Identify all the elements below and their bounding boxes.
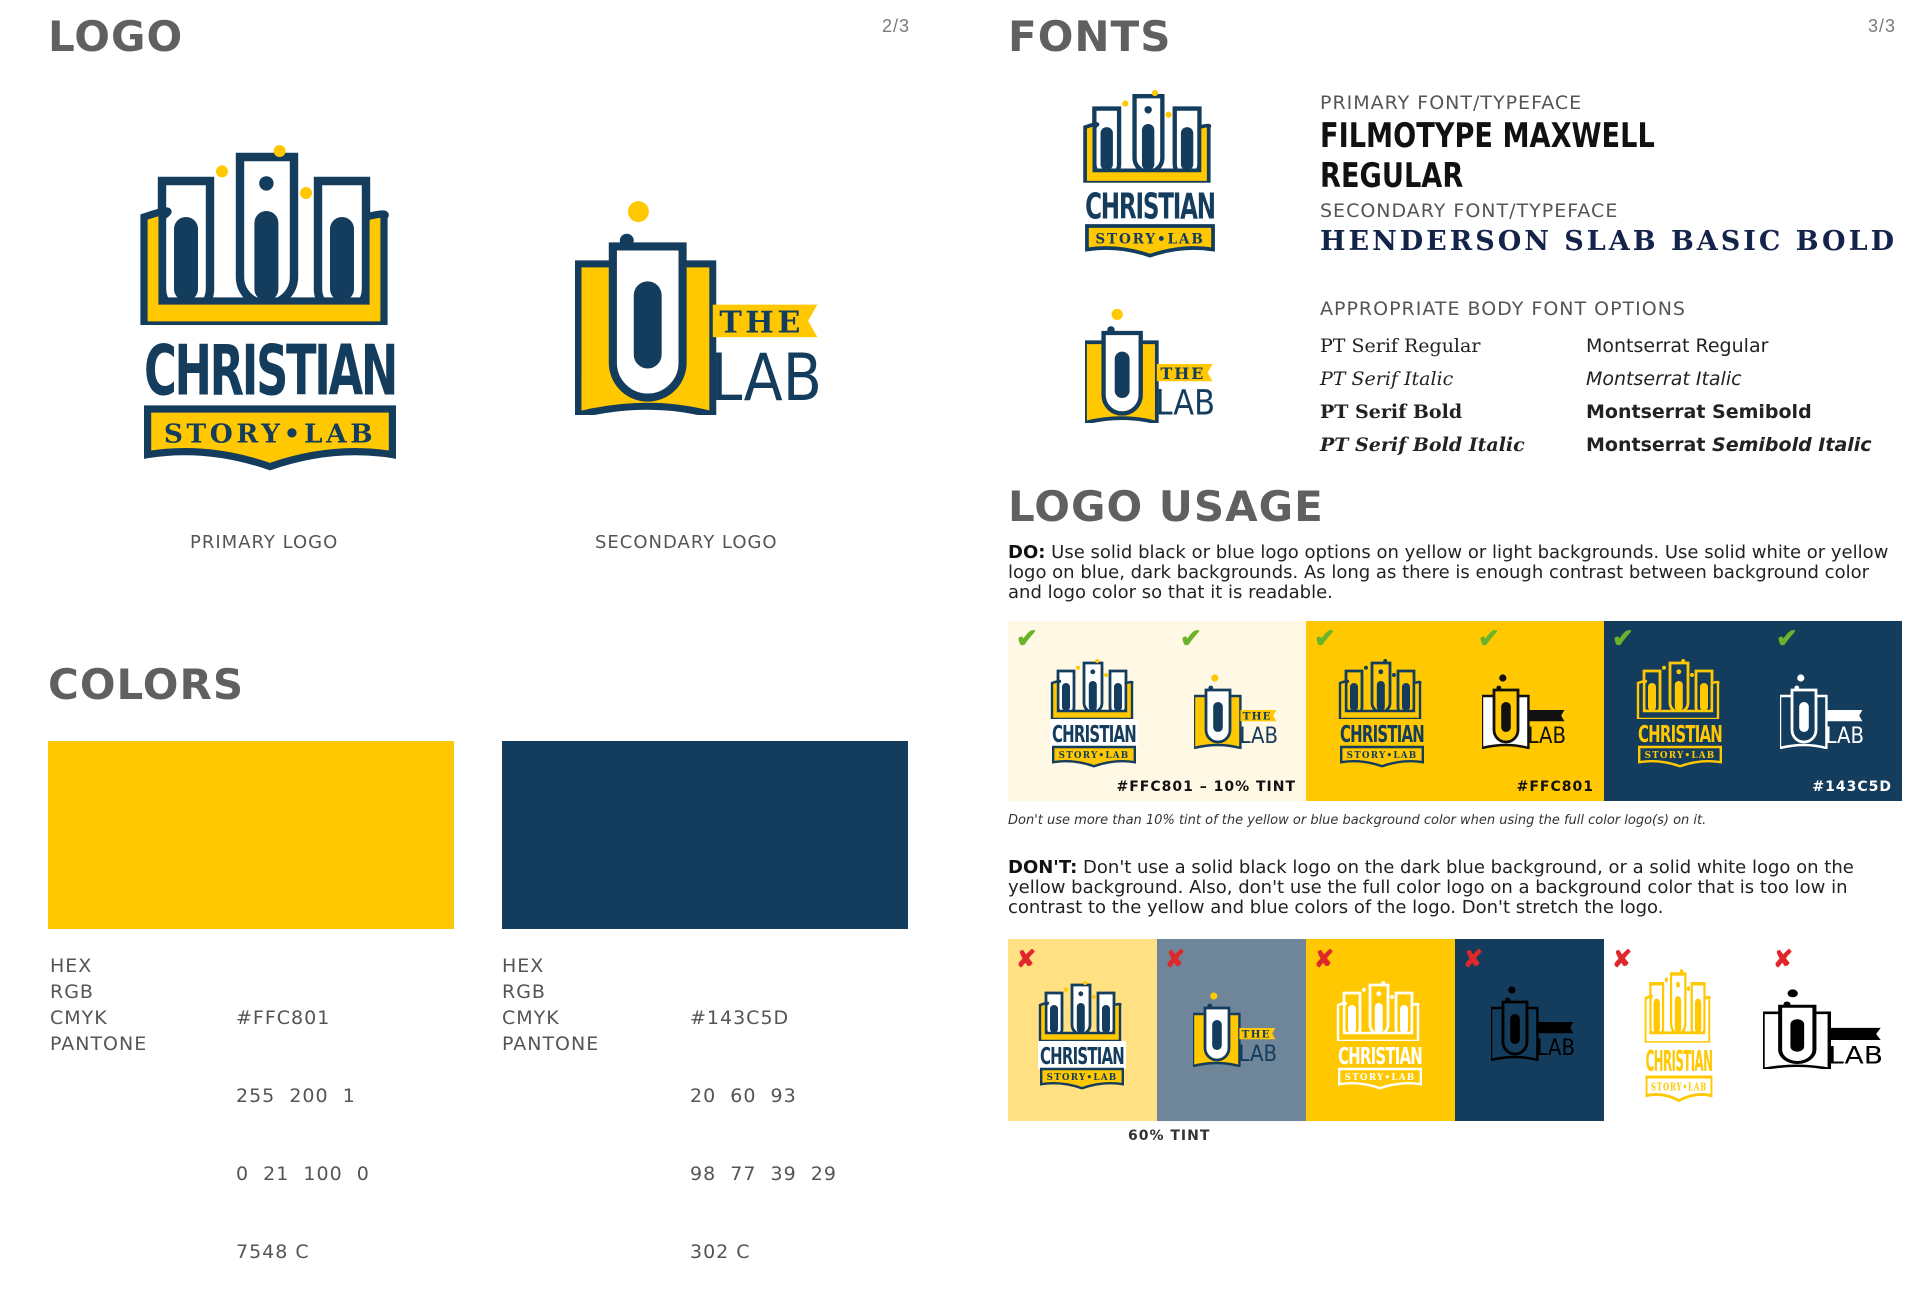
do-paragraph: DO: Use solid black or blue logo options on yellow or light backgrounds. Use solid white or yellow logo on blue, dark backgrounds. As long as there is enough contrast between background color and logo color so that it is readable. [1008,542,1889,603]
serif-bold-italic: PT Serif Bold Italic [1320,434,1525,456]
sans-regular: Montserrat Regular [1586,335,1769,357]
tile-label: #FFC801 – 10% TINT [1116,779,1296,795]
page-number-right: 3/3 [1868,16,1897,36]
check-icon: ✔ [1776,623,1798,653]
sans-semibold-italic: Montserrat Semibold Italic [1586,434,1872,456]
check-icon: ✔ [1314,623,1336,653]
dont-paragraph: DON'T: Don't use a solid black logo on the dark blue background, or a solid white logo on the yellow background. Also, don't use the full color logo on a background color that is too low in contrast to the yellow and blue colors of the logo. Don't stretch the logo. [1008,857,1854,918]
logo-heading: LOGO [48,12,184,61]
dont-tile-grey-blue [1157,939,1306,1121]
dont-tile-stretched-primary [1604,939,1753,1121]
cross-icon: ✘ [1612,946,1633,973]
primary-logo-caption: PRIMARY LOGO [190,532,339,553]
primary-logo-mini [1046,659,1142,769]
colors-heading: COLORS [48,660,245,709]
yellow-spec-labels: HEX RGB CMYK PANTONE [50,955,148,1055]
tile-label: #FFC801 [1516,779,1594,795]
blue-swatch [502,741,908,929]
secondary-logo-black [1491,985,1575,1061]
primary-font-label: PRIMARY FONT/TYPEFACE [1320,92,1583,114]
check-icon: ✔ [1612,623,1634,653]
secondary-logo-mini [1194,673,1278,749]
check-icon: ✔ [1478,623,1500,653]
primary-logo-yellow [1632,659,1728,769]
page-number-left: 2/3 [882,16,911,36]
do-tile-yellow [1306,621,1604,801]
cross-icon: ✘ [1165,946,1186,973]
sans-italic: Montserrat Italic [1586,368,1742,390]
secondary-font-label: SECONDARY FONT/TYPEFACE [1320,200,1619,222]
primary-font-sample: FILMOTYPE MAXWELL REGULAR [1320,116,1655,196]
yellow-spec-values: #FFC801 255 200 1 0 21 100 0 7548 C [236,1007,370,1263]
primary-logo-mini [1034,981,1130,1091]
fonts-heading: FONTS [1008,12,1172,61]
dont-tile-blue-black-logo [1455,939,1604,1121]
dont-tile-stretched-secondary [1753,939,1902,1121]
check-icon: ✔ [1016,623,1038,653]
do-note: Don't use more than 10% tint of the yellow or blue background color when using the full color logo(s) on it. [1008,813,1707,828]
blue-spec-values: #143C5D 20 60 93 98 77 39 29 302 C [690,1007,837,1263]
tile-label: #143C5D [1812,779,1892,795]
body-font-label: APPROPRIATE BODY FONT OPTIONS [1320,298,1686,320]
secondary-logo [575,200,825,415]
cross-icon: ✘ [1314,946,1335,973]
serif-regular: PT Serif Regular [1320,335,1481,357]
cross-icon: ✘ [1773,946,1794,973]
secondary-logo-black [1482,673,1566,749]
primary-logo [130,145,410,475]
primary-logo-stretched [1644,969,1714,1104]
do-tile-tint [1008,621,1306,801]
blue-spec-labels: HEX RGB CMYK PANTONE [502,955,600,1055]
secondary-logo-small [1085,308,1215,423]
primary-logo-blue [1334,659,1430,769]
cross-icon: ✘ [1016,946,1037,973]
serif-bold: PT Serif Bold [1320,401,1463,423]
secondary-logo-caption: SECONDARY LOGO [595,532,778,553]
logo-usage-heading: LOGO USAGE [1008,482,1324,531]
yellow-swatch [48,741,454,929]
sans-semibold: Montserrat Semibold [1586,401,1812,423]
serif-options [1320,330,1525,462]
primary-logo-small [1075,90,1225,260]
primary-logo-white [1332,981,1428,1091]
check-icon: ✔ [1180,623,1202,653]
sans-options [1586,330,1872,462]
secondary-logo-mini [1193,991,1277,1067]
dont-tile-light-yellow [1008,939,1157,1121]
secondary-font-sample: HENDERSON SLAB BASIC BOLD [1320,226,1897,257]
serif-italic: PT Serif Italic [1320,368,1454,390]
secondary-logo-stretched [1763,989,1883,1069]
dont-tile-yellow-white-logo [1306,939,1455,1121]
tint-caption: 60% TINT [1128,1128,1211,1144]
secondary-logo-white [1780,673,1864,749]
do-tile-blue [1604,621,1902,801]
cross-icon: ✘ [1463,946,1484,973]
